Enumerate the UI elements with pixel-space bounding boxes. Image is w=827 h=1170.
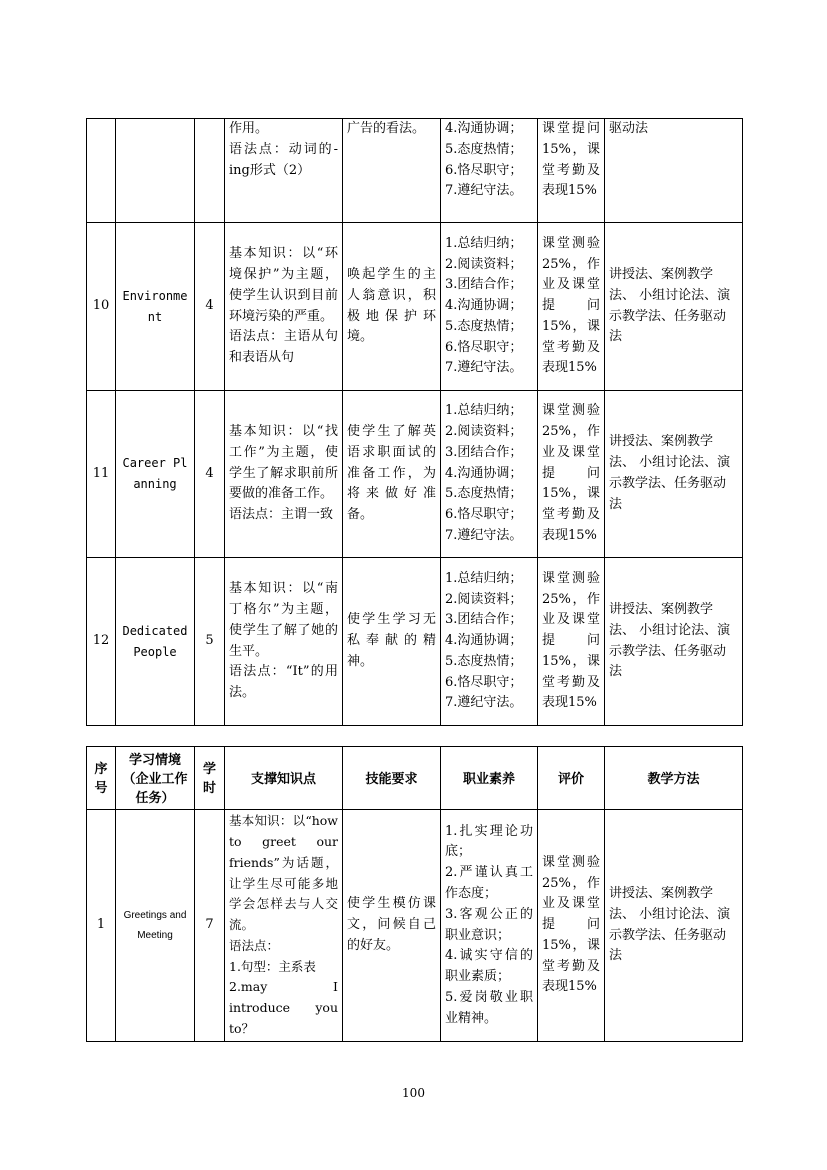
evaluation: 课堂提问15%，课堂考勤及表现15% bbox=[538, 119, 605, 223]
header-evaluation: 评价 bbox=[538, 747, 605, 810]
hours: 5 bbox=[195, 558, 225, 726]
row-number: 12 bbox=[87, 558, 116, 726]
teaching-method: 讲授法、案例教学法、 小组讨论法、演示教学法、任务驱动法 bbox=[605, 223, 743, 391]
learning-situation: Career Planning bbox=[116, 391, 195, 558]
table-row bbox=[87, 223, 743, 391]
skill-requirements: 使学生学习无私奉献的精神。 bbox=[343, 558, 441, 726]
row-number bbox=[87, 119, 116, 223]
table-row bbox=[87, 558, 743, 726]
learning-situation: Environment bbox=[116, 223, 195, 391]
evaluation: 课堂测验25%，作业及课堂提问15%，课堂考勤及表现15% bbox=[538, 810, 605, 1042]
skill-requirements: 广告的看法。 bbox=[343, 119, 441, 223]
hours bbox=[195, 119, 225, 223]
course-table bbox=[86, 746, 743, 1042]
hours: 4 bbox=[195, 391, 225, 558]
hours: 4 bbox=[195, 223, 225, 391]
knowledge-points: 基本知识：以“找工作”为主题，使学生了解求职前所要做的准备工作。 语法点：主谓一致 bbox=[225, 391, 343, 558]
header-professional-quality: 职业素养 bbox=[441, 747, 538, 810]
header-learning-situation: 学习情境（企业工作任务） bbox=[116, 747, 195, 810]
evaluation: 课堂测验25%，作业及课堂提问15%，课堂考勤及表现15% bbox=[538, 391, 605, 558]
page-number: 100 bbox=[402, 1086, 425, 1100]
professional-quality: 1.总结归纳； 2.阅读资料； 3.团结合作； 4.沟通协调； 5.态度热情； 6.恪尽职守； 7.遵纪守法。 bbox=[441, 558, 538, 726]
teaching-method: 讲授法、案例教学法、 小组讨论法、演示教学法、任务驱动法 bbox=[605, 558, 743, 726]
row-number: 11 bbox=[87, 391, 116, 558]
hours: 7 bbox=[195, 810, 225, 1042]
knowledge-points: 作用。 语法点：动词的-ing形式（2） bbox=[225, 119, 343, 223]
professional-quality: 1.总结归纳； 2.阅读资料； 3.团结合作； 4.沟通协调； 5.态度热情； 6.恪尽职守； 7.遵纪守法。 bbox=[441, 391, 538, 558]
course-table-continued bbox=[86, 118, 743, 726]
row-number: 1 bbox=[87, 810, 116, 1042]
skill-requirements: 使学生了解英语求职面试的准备工作，为将来做好准备。 bbox=[343, 391, 441, 558]
skill-requirements: 使学生模仿课文，问候自己的好友。 bbox=[343, 810, 441, 1042]
teaching-method: 驱动法 bbox=[605, 119, 743, 223]
evaluation: 课堂测验25%，作业及课堂提问15%，课堂考勤及表现15% bbox=[538, 223, 605, 391]
header-hours: 学时 bbox=[195, 747, 225, 810]
table-row bbox=[87, 391, 743, 558]
professional-quality: 1.总结归纳； 2.阅读资料； 3.团结合作； 4.沟通协调； 5.态度热情； 6.恪尽职守； 7.遵纪守法。 bbox=[441, 223, 538, 391]
table-row bbox=[87, 810, 743, 1042]
skill-requirements: 唤起学生的主人翁意识，积极地保护环境。 bbox=[343, 223, 441, 391]
table-header-row bbox=[87, 747, 743, 810]
learning-situation: Greetings and Meeting bbox=[116, 810, 195, 1042]
table-row bbox=[87, 119, 743, 223]
header-number: 序号 bbox=[87, 747, 116, 810]
teaching-method: 讲授法、案例教学法、 小组讨论法、演示教学法、任务驱动法 bbox=[605, 391, 743, 558]
knowledge-points: 基本知识：以“环境保护”为主题，使学生认识到目前环境污染的严重。 语法点：主语从句和表语从句 bbox=[225, 223, 343, 391]
teaching-method: 讲授法、案例教学法、 小组讨论法、演示教学法、任务驱动法 bbox=[605, 810, 743, 1042]
row-number: 10 bbox=[87, 223, 116, 391]
professional-quality: 1.扎实理论功底； 2.严谨认真工作态度； 3.客观公正的职业意识； 4.诚实守信的职业素质； 5.爱岗敬业职业精神。 bbox=[441, 810, 538, 1042]
learning-situation bbox=[116, 119, 195, 223]
learning-situation: Dedicated People bbox=[116, 558, 195, 726]
knowledge-points: 基本知识：以“南丁格尔”为主题，使学生了解了她的生平。 语法点：“It”的用法。 bbox=[225, 558, 343, 726]
evaluation: 课堂测验25%，作业及课堂提问15%，课堂考勤及表现15% bbox=[538, 558, 605, 726]
header-teaching-method: 教学方法 bbox=[605, 747, 743, 810]
knowledge-points: 基本知识：以“how to greet our friends”为话题，让学生尽可能多地学会怎样去与人交流。 语法点： 1.句型：主系表 2.may I introduce you to？ bbox=[225, 810, 343, 1042]
header-knowledge-points: 支撑知识点 bbox=[225, 747, 343, 810]
professional-quality: 4.沟通协调； 5.态度热情； 6.恪尽职守； 7.遵纪守法。 bbox=[441, 119, 538, 223]
header-skill-requirements: 技能要求 bbox=[343, 747, 441, 810]
